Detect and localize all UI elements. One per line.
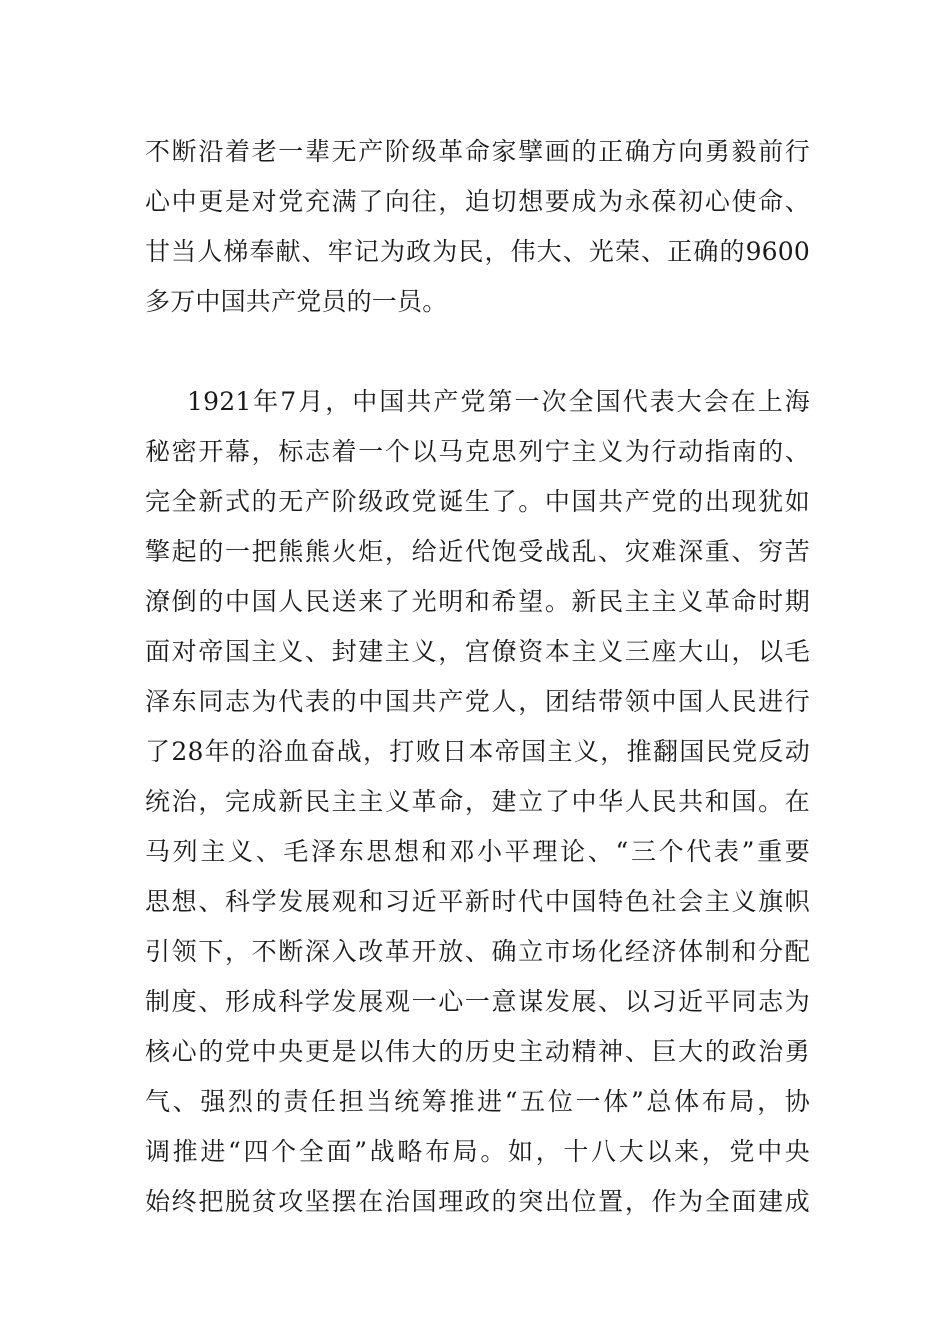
text-line: 统治，完成新民主主义革命，建立了中华人民共和国。在 [145, 787, 810, 816]
text-line: 始终把脱贫攻坚摆在治国理政的突出位置，作为全面建成 [145, 1187, 810, 1216]
text-line: 泽东同志为代表的中国共产党人，团结带领中国人民进行 [145, 687, 810, 716]
text-line: 了28年的浴血奋战，打败日本帝国主义，推翻国民党反动 [145, 737, 810, 766]
paragraph-2 [145, 377, 810, 1227]
text-line: 制度、形成科学发展观一心一意谋发展、以习近平同志为 [145, 987, 810, 1016]
text-line: 完全新式的无产阶级政党诞生了。中国共产党的出现犹如 [145, 487, 810, 516]
text-line: 引领下，不断深入改革开放、确立市场化经济体制和分配 [145, 937, 810, 966]
text-line: 思想、科学发展观和习近平新时代中国特色社会主义旗帜 [145, 887, 810, 916]
text-line: 秘密开幕，标志着一个以马克思列宁主义为行动指南的、 [145, 437, 810, 466]
text-line: 多万中国共产党员的一员。 [145, 287, 448, 316]
text-line: 面对帝国主义、封建主义，宫僚资本主义三座大山，以毛 [145, 637, 810, 666]
text-line: 核心的党中央更是以伟大的历史主动精神、巨大的政治勇 [145, 1037, 810, 1066]
text-line: 1921年7月，中国共产党第一次全国代表大会在上海 [187, 387, 810, 416]
text-line: 马列主义、毛泽东思想和邓小平理论、“三个代表”重要 [145, 837, 810, 866]
text-line: 甘当人梯奉献、牢记为政为民，伟大、光荣、正确的9600 [145, 237, 810, 266]
text-line: 潦倒的中国人民送来了光明和希望。新民主主义革命时期 [145, 587, 810, 616]
text-line: 气、强烈的责任担当统筹推进“五位一体”总体布局，协 [145, 1087, 810, 1116]
text-line: 擎起的一把熊熊火炬，给近代饱受战乱、灾难深重、穷苦 [145, 537, 810, 566]
text-line: 调推进“四个全面”战略布局。如，十八大以来，党中央 [145, 1137, 810, 1166]
text-line: 不断沿着老一辈无产阶级革命家擘画的正确方向勇毅前行 [145, 137, 810, 166]
text-line: 心中更是对党充满了向往，迫切想要成为永葆初心使命、 [145, 187, 810, 216]
paragraph-1 [145, 127, 810, 327]
